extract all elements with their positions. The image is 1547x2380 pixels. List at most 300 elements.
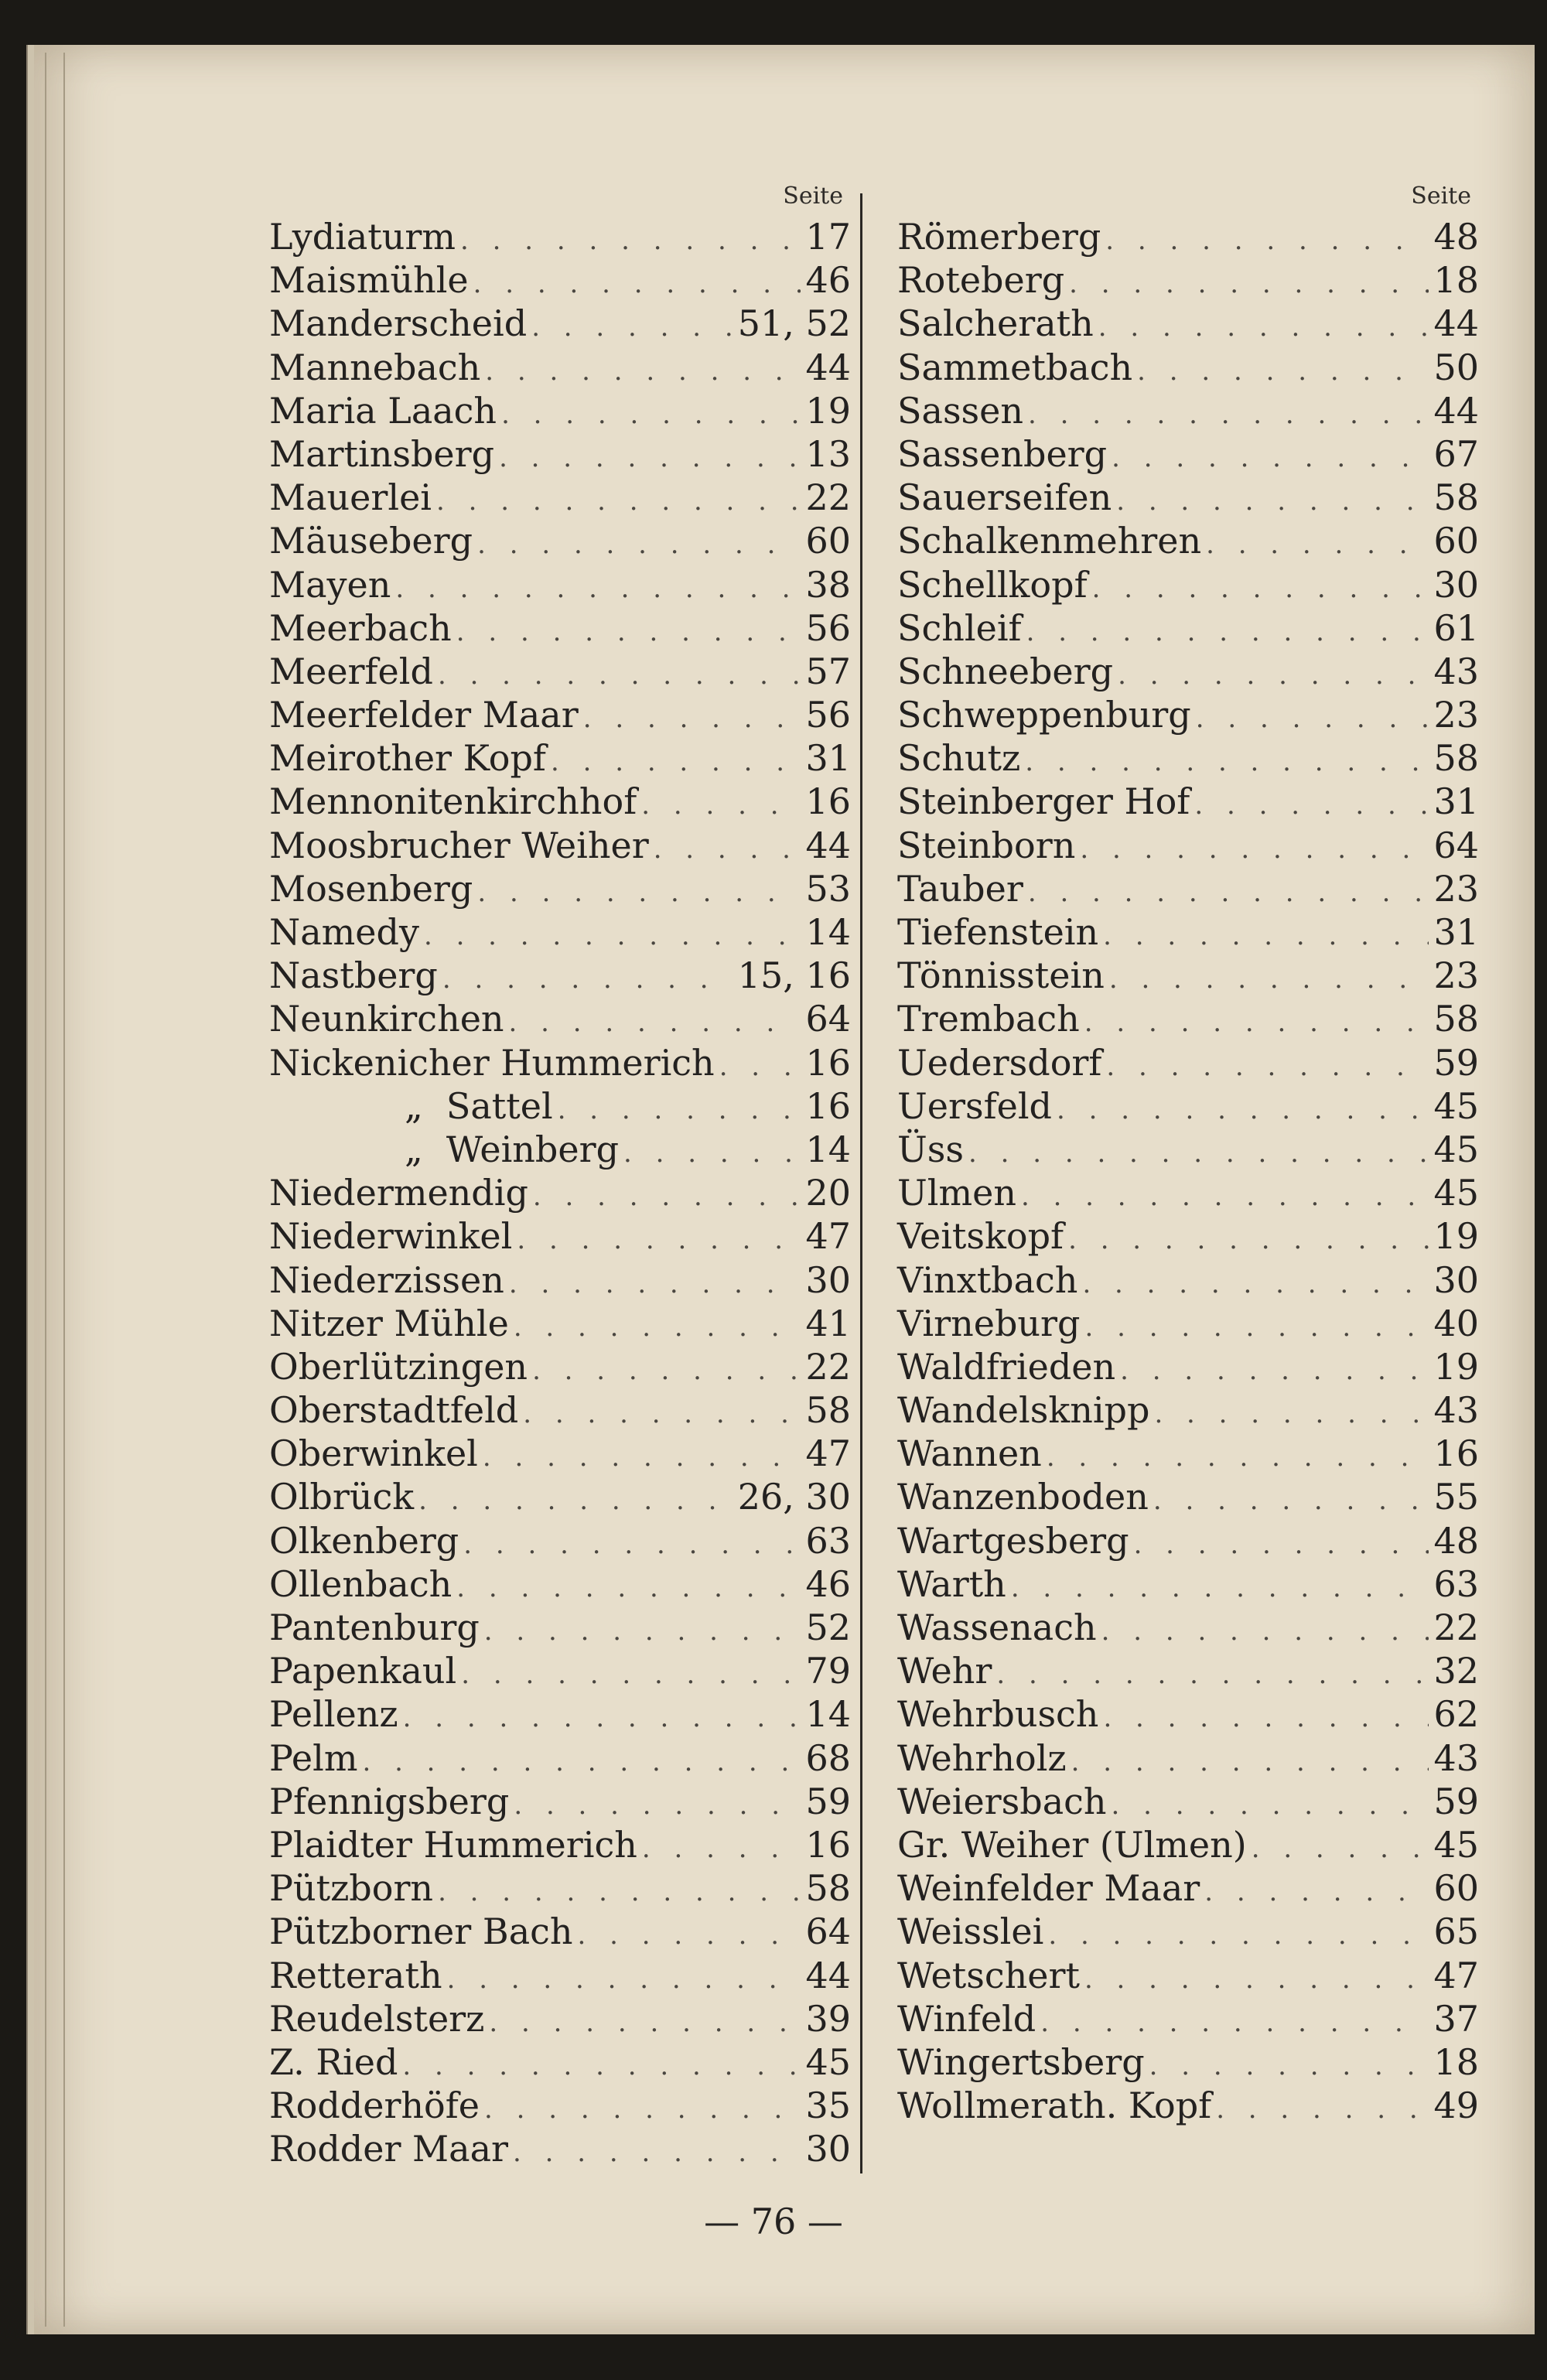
entry-pages: 48: [1433, 1519, 1479, 1562]
index-entry: [269, 346, 851, 389]
entry-name: Maria Laach: [269, 389, 497, 432]
dot-leader: [1120, 1349, 1429, 1392]
dot-leader: [1084, 1001, 1429, 1044]
entry-name: Wanzenboden: [897, 1476, 1149, 1518]
entry-name: Oberlützingen: [269, 1345, 528, 1388]
dot-leader: [654, 828, 801, 871]
dot-leader: [1109, 958, 1429, 1001]
dot-leader: [418, 1479, 733, 1522]
entry-pages: 18: [1433, 259, 1479, 302]
index-entry: [897, 215, 1479, 258]
column-divider: [860, 193, 862, 2173]
entry-pages: 30: [805, 1258, 851, 1301]
index-entry: [269, 1866, 851, 1910]
entry-pages: 38: [805, 563, 851, 606]
dot-leader: [1216, 2088, 1429, 2131]
dot-leader: [501, 393, 801, 436]
index-entry: [897, 1866, 1479, 1910]
entry-pages: 45: [1433, 1084, 1479, 1127]
index-entry: [269, 780, 851, 823]
entry-pages: 44: [805, 346, 851, 388]
dot-leader: [1098, 306, 1429, 349]
index-entry: [897, 650, 1479, 693]
entry-pages: 44: [805, 824, 851, 866]
entry-name: Lydiaturm: [269, 216, 456, 258]
dot-leader: [456, 610, 801, 654]
entry-pages: 60: [1433, 1867, 1479, 1910]
column-header-right: Seite: [1411, 183, 1471, 210]
dot-leader: [1071, 1740, 1429, 1784]
index-entry: [269, 1388, 851, 1432]
entry-pages: 67: [1433, 432, 1479, 475]
entry-pages: 26, 30: [737, 1476, 851, 1518]
index-entry: [269, 563, 851, 606]
entry-name-text: Sattel: [446, 1084, 553, 1127]
entry-name: Schneeberg: [897, 650, 1114, 692]
dot-leader: [1047, 1436, 1429, 1479]
entry-name: Tönnisstein: [897, 954, 1105, 997]
entry-name: Gr. Weiher (Ulmen): [897, 1823, 1247, 1866]
index-entry: [269, 1432, 851, 1475]
entry-pages: 65: [1433, 1910, 1479, 1953]
entry-pages: 22: [805, 476, 851, 519]
entry-pages: 16: [805, 1823, 851, 1866]
index-entry: [269, 1606, 851, 1649]
dot-leader: [403, 1696, 801, 1740]
index-entry: [269, 1692, 851, 1736]
dot-leader: [1057, 1088, 1429, 1132]
entry-name: Wehr: [897, 1650, 992, 1692]
index-entry: [897, 954, 1479, 997]
dot-leader: [551, 740, 801, 784]
index-entry: [269, 519, 851, 562]
entry-pages: 31: [1433, 911, 1479, 953]
entry-pages: 64: [805, 1910, 851, 1953]
dot-leader: [514, 1784, 801, 1827]
entry-pages: 59: [805, 1780, 851, 1822]
dot-leader: [1112, 436, 1429, 480]
index-entry: [269, 1910, 851, 1953]
entry-name: Nickenicher Hummerich: [269, 1041, 715, 1084]
index-entry: [897, 1214, 1479, 1258]
entry-name: Schleif: [897, 606, 1022, 649]
dot-leader: [461, 1653, 801, 1696]
index-entry: [897, 1780, 1479, 1823]
index-entry: [269, 1214, 851, 1258]
dot-leader: [436, 480, 801, 523]
index-entry: [897, 1388, 1479, 1432]
entry-name: Üss: [897, 1128, 964, 1170]
entry-pages: 45: [805, 2040, 851, 2083]
dot-leader: [1206, 523, 1429, 566]
index-entry: [897, 780, 1479, 823]
entry-pages: 20: [805, 1172, 851, 1214]
index-entry: [897, 736, 1479, 780]
ditto-mark: „: [405, 1128, 423, 1170]
entry-pages: 17: [805, 216, 851, 258]
entry-pages: 44: [1433, 302, 1479, 345]
entry-name: Ulmen: [897, 1172, 1016, 1214]
entry-pages: 60: [805, 520, 851, 562]
entry-pages: 23: [1433, 694, 1479, 736]
index-entry: [269, 1475, 851, 1518]
entry-name: Pfennigsberg: [269, 1780, 510, 1822]
dot-leader: [1069, 262, 1429, 306]
index-entry: [269, 1345, 851, 1388]
entry-name: Wandelsknipp: [897, 1389, 1150, 1432]
index-entry: [269, 867, 851, 910]
index-entry: [269, 693, 851, 736]
entry-pages: 56: [805, 606, 851, 649]
dot-leader: [395, 567, 801, 610]
page-edges: [26, 45, 121, 2334]
dot-leader: [1028, 393, 1429, 436]
dot-leader: [514, 1306, 801, 1349]
entry-pages: 45: [1433, 1823, 1479, 1866]
entry-name: Wassenach: [897, 1607, 1097, 1648]
entry-name: Tauber: [897, 867, 1023, 910]
entry-pages: 16: [1433, 1432, 1479, 1475]
dot-leader: [1082, 1262, 1429, 1306]
entry-name: Mauerlei: [269, 476, 432, 519]
entry-name: Vinxtbach: [897, 1258, 1078, 1301]
dot-leader: [1252, 1827, 1429, 1870]
entry-name: [269, 1128, 619, 1171]
dot-leader: [1101, 1610, 1429, 1653]
dot-leader: [489, 2001, 801, 2044]
entry-name: Wehrholz: [897, 1736, 1067, 1779]
index-entry: [269, 606, 851, 650]
entry-name: Wehrbusch: [897, 1693, 1099, 1736]
dot-leader: [1084, 1306, 1429, 1349]
index-entry: [897, 1692, 1479, 1736]
entry-pages: 15, 16: [737, 954, 851, 997]
index-entry: [269, 1736, 851, 1780]
entry-pages: 59: [1433, 1041, 1479, 1084]
index-entry: [269, 997, 851, 1040]
entry-name: Wingertsberg: [897, 2040, 1145, 2083]
index-entry: [269, 1519, 851, 1562]
dot-leader: [517, 1218, 801, 1262]
index-entry: [897, 476, 1479, 519]
index-entry: [269, 215, 851, 258]
entry-name: Oberstadtfeld: [269, 1389, 519, 1432]
entry-name: Salcherath: [897, 302, 1094, 345]
entry-pages: 41: [805, 1302, 851, 1344]
index-entry: [269, 1041, 851, 1084]
dot-leader: [438, 1870, 801, 1914]
entry-pages: 57: [805, 650, 851, 692]
index-entry: [897, 389, 1479, 432]
entry-name: Martinsberg: [269, 432, 495, 475]
entry-name: Niedermendig: [269, 1172, 528, 1214]
dot-leader: [641, 784, 801, 827]
entry-name: Weiersbach: [897, 1780, 1107, 1822]
entry-pages: 22: [1433, 1607, 1479, 1648]
index-entry: [897, 1302, 1479, 1345]
entry-pages: 19: [805, 389, 851, 432]
entry-name: Retterath: [269, 1954, 442, 1996]
entry-name: Pelm: [269, 1736, 358, 1779]
entry-name: Steinborn: [897, 824, 1076, 866]
entry-pages: 14: [805, 911, 851, 953]
entry-name: Manderscheid: [269, 302, 528, 345]
index-entry: [269, 302, 851, 345]
entry-pages: 79: [805, 1650, 851, 1692]
entry-pages: 30: [1433, 1258, 1479, 1301]
entry-pages: 13: [805, 432, 851, 475]
index-entry: [897, 563, 1479, 606]
entry-pages: 18: [1433, 2040, 1479, 2083]
entry-pages: 23: [1433, 867, 1479, 910]
index-entry: [269, 2084, 851, 2127]
entry-name: Meerfelder Maar: [269, 694, 579, 736]
entry-name: Warth: [897, 1562, 1006, 1605]
index-entry: [269, 1954, 851, 1997]
dot-leader: [719, 1045, 801, 1088]
index-entry: [897, 1084, 1479, 1128]
dot-leader: [1112, 1784, 1429, 1827]
index-entry: [269, 1562, 851, 1606]
entry-name: Tiefenstein: [897, 911, 1099, 953]
index-entry: [269, 954, 851, 997]
entry-pages: 47: [1433, 1954, 1479, 1996]
entry-pages: 19: [1433, 1345, 1479, 1388]
entry-pages: 59: [1433, 1780, 1479, 1822]
entry-pages: 64: [805, 998, 851, 1040]
index-entry: [269, 1823, 851, 1866]
index-list-right: [897, 193, 1479, 2127]
index-entry: [897, 1910, 1479, 1953]
dot-leader: [456, 1566, 801, 1610]
entry-pages: 55: [1433, 1476, 1479, 1518]
dot-leader: [477, 523, 801, 566]
dot-leader: [1048, 1914, 1429, 1957]
entry-pages: 56: [805, 694, 851, 736]
index-entry: [897, 1345, 1479, 1388]
dot-leader: [1134, 1523, 1429, 1566]
dot-leader: [1153, 1479, 1429, 1522]
entry-pages: 58: [1433, 998, 1479, 1040]
index-entry: [897, 693, 1479, 736]
entry-pages: 44: [805, 1954, 851, 1996]
entry-pages: 46: [805, 259, 851, 302]
column-header-left: Seite: [783, 183, 843, 210]
index-entry: [269, 824, 851, 867]
index-entry: [897, 302, 1479, 345]
entry-pages: 43: [1433, 650, 1479, 692]
dot-leader: [484, 1610, 801, 1653]
entry-pages: 50: [1433, 346, 1479, 388]
entry-name: Meirother Kopf: [269, 737, 546, 780]
dot-leader: [1106, 1045, 1429, 1088]
dot-leader: [1026, 610, 1429, 654]
entry-pages: 45: [1433, 1172, 1479, 1214]
entry-name: Maismühle: [269, 259, 469, 302]
dot-leader: [402, 2044, 801, 2088]
entry-name: Sassenberg: [897, 432, 1108, 475]
entry-name: Nastberg: [269, 954, 438, 997]
entry-name: Mäuseberg: [269, 520, 473, 562]
entry-pages: 49: [1433, 2085, 1479, 2127]
entry-pages: 47: [805, 1215, 851, 1258]
index-entry: [897, 1649, 1479, 1692]
entry-pages: 44: [1433, 389, 1479, 432]
index-entry: [269, 910, 851, 954]
dot-leader: [1080, 828, 1429, 871]
dot-leader: [1154, 1392, 1429, 1436]
entry-name: Pützborner Bach: [269, 1910, 573, 1953]
index-entry: [897, 867, 1479, 910]
entry-name: Weinfelder Maar: [897, 1867, 1200, 1910]
entry-name: Veitskopf: [897, 1215, 1064, 1258]
entry-name: Rodder Maar: [269, 2128, 508, 2170]
entry-name: Pützborn: [269, 1867, 434, 1910]
index-entry: [269, 1258, 851, 1302]
entry-name: Wannen: [897, 1432, 1042, 1475]
entry-name: Waldfrieden: [897, 1345, 1116, 1388]
index-entry: [269, 1084, 851, 1128]
entry-pages: 53: [805, 867, 851, 910]
entry-pages: 30: [1433, 563, 1479, 606]
entry-pages: 31: [1433, 780, 1479, 823]
entry-name: Uedersdorf: [897, 1041, 1102, 1084]
entry-name: Mennonitenkirchhof: [269, 780, 637, 823]
entry-name: Meerfeld: [269, 650, 433, 692]
entry-name: Trembach: [897, 998, 1080, 1040]
entry-name: Pantenburg: [269, 1607, 480, 1648]
dot-leader: [996, 1653, 1429, 1696]
entry-name: Sassen: [897, 389, 1023, 432]
entry-pages: 52: [805, 1607, 851, 1648]
dot-leader: [1021, 1175, 1429, 1218]
entry-name: Mannebach: [269, 346, 481, 388]
dot-leader: [1092, 567, 1429, 610]
entry-name: Papenkaul: [269, 1650, 457, 1692]
entry-pages: 19: [1433, 1215, 1479, 1258]
entry-pages: 60: [1433, 520, 1479, 562]
entry-name: Reudelsterz: [269, 1997, 485, 2040]
dot-leader: [499, 436, 801, 480]
entry-name: Moosbrucher Weiher: [269, 824, 649, 866]
entry-pages: 37: [1433, 1997, 1479, 2040]
entry-pages: 58: [805, 1867, 851, 1910]
index-entry: [269, 1649, 851, 1692]
dot-leader: [447, 1958, 801, 2001]
entry-pages: 68: [805, 1736, 851, 1779]
entry-name: Sammetbach: [897, 346, 1133, 388]
index-entry: [897, 346, 1479, 389]
entry-pages: 48: [1433, 216, 1479, 258]
index-column-right: [897, 183, 1479, 2127]
entry-pages: 16: [805, 1084, 851, 1127]
dot-leader: [509, 1262, 801, 1306]
entry-name: Mosenberg: [269, 867, 473, 910]
entry-name: Winfeld: [897, 1997, 1036, 2040]
index-entry: [269, 432, 851, 476]
dot-leader: [1028, 871, 1429, 914]
entry-name: Uersfeld: [897, 1084, 1052, 1127]
index-entry: [897, 432, 1479, 476]
entry-name: Pellenz: [269, 1693, 398, 1736]
dot-leader: [1196, 697, 1429, 740]
index-entry: [897, 824, 1479, 867]
dot-leader: [1149, 2044, 1429, 2088]
entry-pages: 43: [1433, 1736, 1479, 1779]
entry-name: Rodderhöfe: [269, 2085, 480, 2127]
entry-pages: 43: [1433, 1389, 1479, 1432]
entry-name: Schellkopf: [897, 563, 1088, 606]
entry-pages: 23: [1433, 954, 1479, 997]
dot-leader: [1194, 784, 1429, 827]
entry-name: [269, 1084, 553, 1128]
entry-pages: 45: [1433, 1128, 1479, 1170]
entry-pages: 35: [805, 2085, 851, 2127]
index-list-left: [269, 193, 851, 2170]
dot-leader: [1084, 1958, 1429, 2001]
entry-name: Wartgesberg: [897, 1519, 1129, 1562]
entry-name: Namedy: [269, 911, 419, 953]
entry-name: Roteberg: [897, 259, 1065, 302]
index-entry: [897, 1606, 1479, 1649]
entry-name: Niederwinkel: [269, 1215, 513, 1258]
index-entry: [269, 2040, 851, 2084]
entry-pages: 61: [1433, 606, 1479, 649]
index-entry: [897, 1736, 1479, 1780]
index-entry: [897, 1519, 1479, 1562]
entry-pages: 58: [1433, 737, 1479, 780]
dot-leader: [623, 1132, 801, 1175]
dot-leader: [1103, 1696, 1429, 1740]
dot-leader: [463, 1523, 801, 1566]
entry-pages: 63: [805, 1519, 851, 1562]
dot-leader: [484, 2088, 801, 2131]
index-entry: [269, 650, 851, 693]
entry-name: Wetschert: [897, 1954, 1080, 1996]
index-entry: [269, 476, 851, 519]
dot-leader: [513, 2131, 801, 2174]
index-entry: [897, 606, 1479, 650]
dot-leader: [558, 1088, 801, 1132]
index-entry: [897, 519, 1479, 562]
index-entry: [269, 1128, 851, 1171]
index-entry: [269, 1997, 851, 2040]
dot-leader: [1116, 480, 1429, 523]
index-entry: [897, 1997, 1479, 2040]
index-entry: [897, 1823, 1479, 1866]
dot-leader: [483, 1436, 801, 1479]
entry-name: Schalkenmehren: [897, 520, 1202, 562]
entry-name-text: Weinberg: [446, 1128, 620, 1170]
index-entry: [269, 736, 851, 780]
entry-name: Weisslei: [897, 1910, 1044, 1953]
index-entry: [897, 1041, 1479, 1084]
index-entry: [269, 258, 851, 302]
entry-pages: 58: [805, 1389, 851, 1432]
index-entry: [897, 1128, 1479, 1171]
dot-leader: [532, 1349, 801, 1392]
entry-pages: 62: [1433, 1693, 1479, 1736]
dot-leader: [438, 654, 801, 697]
entry-name: Virneburg: [897, 1302, 1081, 1344]
dot-leader: [583, 697, 801, 740]
entry-name: Schutz: [897, 737, 1021, 780]
index-entry: [897, 1258, 1479, 1302]
dot-leader: [1011, 1566, 1429, 1610]
entry-name: Olkenberg: [269, 1519, 459, 1562]
index-entry: [269, 1171, 851, 1214]
dot-leader: [642, 1827, 801, 1870]
